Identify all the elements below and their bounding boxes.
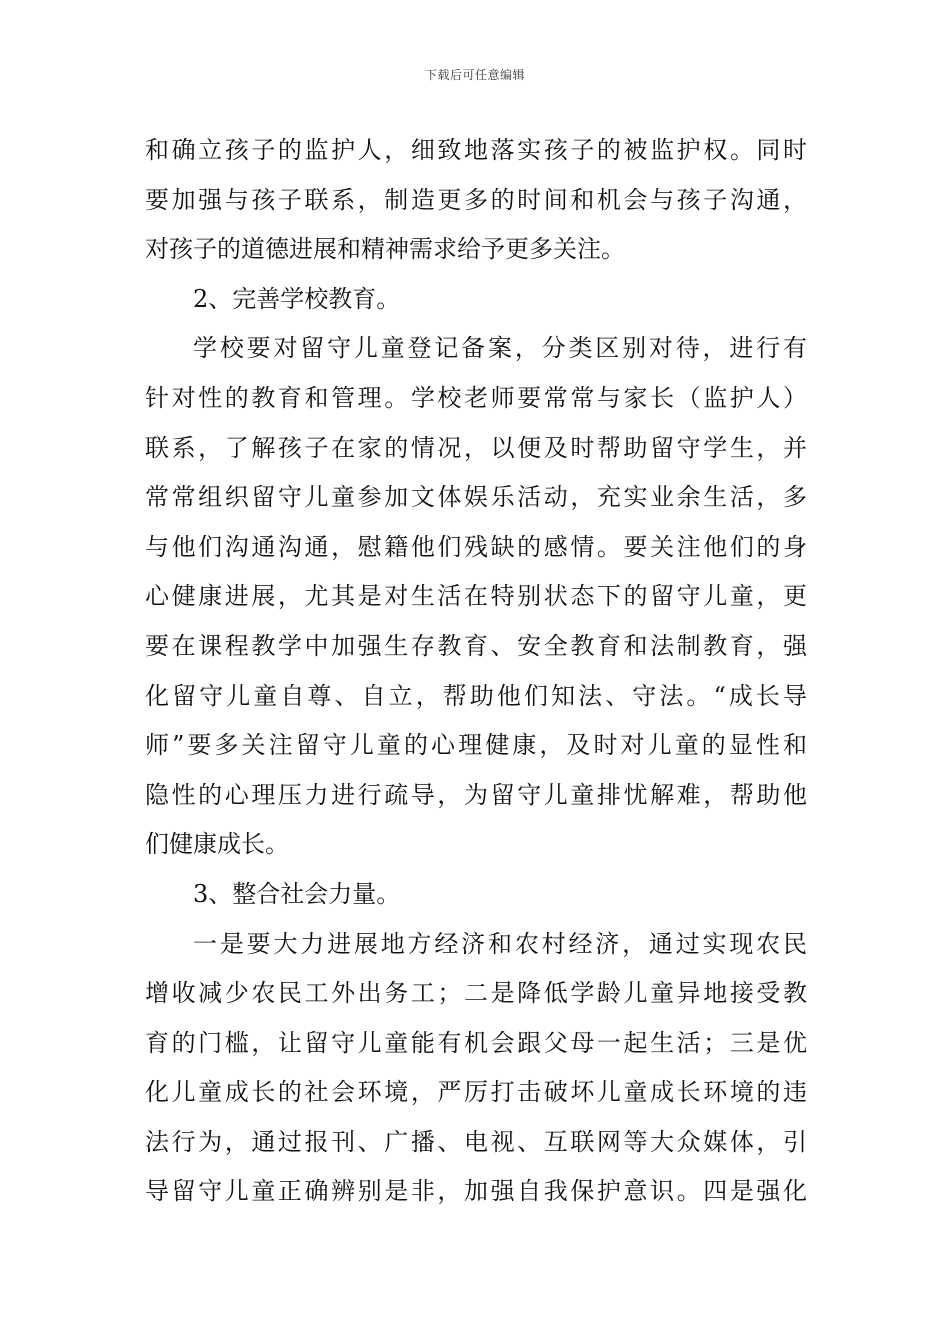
text-line: 对孩子的道德进展和精神需求给予更多关注。 [145,235,625,264]
text-line: 师”要多关注留守儿童的心理健康，及时对儿童的显性和 [145,731,807,760]
text-line: 化儿童成长的社会环境，严厉打击破坏儿童成长环境的违 [145,1078,807,1107]
text-line: 学校要对留守儿童登记备案，分类区别对待，进行有 [193,334,807,363]
text-line: 法行为，通过报刊、广播、电视、互联网等大众媒体，引 [145,1127,807,1156]
document-body [145,126,807,1217]
text-line: 育的门槛，让留守儿童能有机会跟父母一起生活；三是优 [145,1028,807,1057]
text-line: 针对性的教育和管理。学校老师要常常与家长（监护人） [145,383,807,412]
text-line: 一是要大力进展地方经济和农村经济，通过实现农民 [193,929,807,958]
text-line: 联系，了解孩子在家的情况，以便及时帮助留守学生，并 [145,433,807,462]
text-line: 隐性的心理压力进行疏导，为留守儿童排忧解难，帮助他 [145,780,807,809]
text-line: 们健康成长。 [145,830,289,859]
text-line: 化留守儿童自尊、自立，帮助他们知法、守法。“成长导 [145,681,807,710]
text-line: 心健康进展，尤其是对生活在特别状态下的留守儿童，更 [145,582,807,611]
text-line: 和确立孩子的监护人，细致地落实孩子的被监护权。同时 [145,136,807,164]
text-line: 要在课程教学中加强生存教育、安全教育和法制教育，强 [145,631,807,660]
text-line: 常常组织留守儿童参加文体娱乐活动，充实业余生活，多 [145,483,807,512]
text-line: 增收减少农民工外出务工；二是降低学龄儿童异地接受教 [145,979,807,1008]
text-line: 导留守儿童正确辨别是非，加强自我保护意识。四是强化 [145,1177,807,1206]
text-line: 3、整合社会力量。 [193,879,401,908]
page-header: 下载后可任意编辑 [424,68,525,82]
text-line: 与他们沟通沟通，慰籍他们残缺的感情。要关注他们的身 [145,532,807,561]
text-line: 要加强与孩子联系，制造更多的时间和机会与孩子沟通， [145,185,807,214]
text-line: 2、完善学校教育。 [193,284,401,313]
